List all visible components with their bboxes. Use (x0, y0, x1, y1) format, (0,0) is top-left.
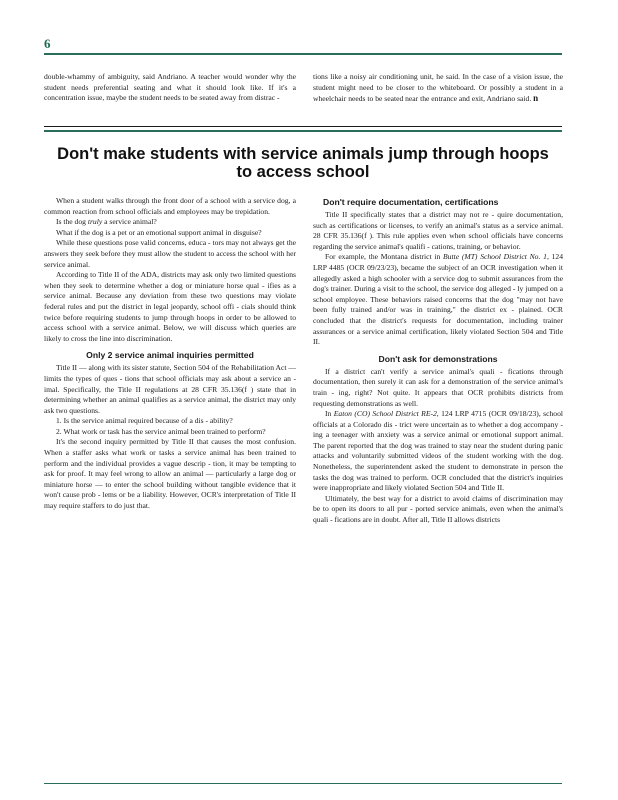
paragraph-text: Is the dog (56, 217, 88, 227)
paragraph: Title II — along with its sister statute, Section 504 of the Rehabilitation Act — limits the types of ques - tions that school officials may ask about a service an - imal. Specifically, the Title II regulations at 28 CFR 35.136(f ) state that in determining whether an animal qualifies as a service animal, the district may only ask two questions. (44, 363, 296, 415)
section-divider-thick (44, 130, 562, 132)
paragraph: 1. Is the service animal required because of a dis - ability? (56, 416, 233, 426)
paragraph: What if the dog is a pet or an emotional support animal in disguise? (56, 227, 262, 237)
paragraph-text: , 124 LRP 4485 (OCR 09/23/23), became the subject of an OCR investigation when it allegedly asked a high schooler with a service dog to submit assurances from the dog's trainer. During a visit to the school, the service dog alleged - ly jumped on a school employee. These behaviors raised concerns that the dog "may not have been fully trained and/or was in training," the district ex - plained. OCR concluded that the district's requests for documentation, including trainer assurances or a service animal certification, likely violated Section 504 and Title II. (313, 252, 564, 347)
top-article-left-column (44, 72, 296, 104)
page-number: 6 (44, 36, 51, 51)
paragraph: It's the second inquiry permitted by Title II that causes the most confusion. When a staffer asks what work or tasks a service animal has been trained to perform and the individual provides a vague descrip - tion, it may be tempting to ask for proof. It may feel wrong to allow an animal — particularly a large dog or miniature horse — to enter the school building without tangible evidence that it won't cause prob - lems or be a liability. However, OCR's interpretation of Title II may require staffers to do just that. (44, 437, 296, 511)
top-article-text-right (313, 72, 563, 105)
emphasis-text: truly (87, 217, 103, 227)
paragraph: Title II specifically states that a district may not re - quire documentation, such as certifications or licenses, to verify an animal's status as a service animal. 28 CFR 35.136(f ). This rule applies even when school officials have concerns regarding the service animal's qualifi - cations, training, or behavior. (313, 210, 563, 251)
paragraph (44, 217, 296, 228)
subheading-documentation: Don't require documentation, certifications (323, 197, 499, 207)
top-article-right-column (313, 72, 563, 105)
headline-line-1: Don't make students with service animals jump through hoops (57, 145, 549, 163)
paragraph-text: For example, the Montana district in (325, 252, 444, 262)
paragraph-text: , 124 LRP 4715 (OCR 09/18/23), school officials at a Colorado dis - trict were uncertain as to whether a dog accompany - ing a teenager with anxiety was a service animal or emotional support animal. The parent reported that the dog was trained to stay near the student during panic attacks and voluntarily submitted videos of the student working with the dog. Nonetheless, the superintendent asked the student to demonstrate in person the tasks the dog was trained to perform. OCR concluded that the district's inquiries were inappropriate and likely violated Section 504 and Title II. (313, 409, 563, 493)
top-article-text-right-body: tions like a noisy air conditioning unit, he said. In the case of a vision issue, the student might need to be closer to the whiteboard. Or possibly a student in a wheelchair needs to be seated near the entrance and exit, Andriano said. (313, 72, 563, 104)
section-divider-thin (44, 126, 562, 127)
paragraph: When a student walks through the front door of a school with a service dog, a common reaction from school officials and employees may be trepidation. (44, 196, 296, 216)
article-left-column (44, 196, 296, 512)
subheading-two-inquiries: Only 2 service animal inquiries permitted (86, 350, 254, 361)
headline-line-2: to access school (236, 163, 370, 181)
article-headline (44, 145, 562, 181)
subheading-demonstrations: Don't ask for demonstrations (378, 353, 498, 364)
paragraph: Ultimately, the best way for a district to avoid claims of discrimination may be to open its doors to all pur - ported service animals, even when the animal's quali - fications are in doubt. After all, Title II allows districts (313, 493, 563, 525)
paragraph: If a district can't verify a service animal's quali - fications through documentation, then surely it can ask for a demonstration of the service animal's train - ing, right? Not quite. It appears that OCR prohibits districts from requesting demonstrations as well. (313, 366, 563, 408)
case-name: Eaton (CO) School District RE-2 (333, 409, 437, 419)
article-right-column (313, 196, 563, 526)
top-article-text-left: double-whammy of ambiguity, said Andriano. A teacher would wonder why the student needs preferential seating and what it should look like. If it's a concentration issue, maybe the student needs to be seated away from distrac - (44, 72, 296, 103)
header-rule (44, 53, 562, 55)
paragraph-text: In (325, 409, 334, 419)
paragraph: 2. What work or task has the service animal been trained to perform? (56, 426, 266, 436)
paragraph: While these questions pose valid concerns, educa - tors may not always get the answers they seek before they must allow the student to access the school with her service animal. (44, 238, 296, 269)
paragraph-text: a service animal? (102, 217, 157, 227)
paragraph (313, 409, 563, 494)
paragraph (313, 252, 563, 347)
paragraph: According to Title II of the ADA, districts may ask only two limited questions when they seek to determine whether a dog or miniature horse qual - ifies as a service animal. Because any deviation from these two questions may violate federal rules and put the district in legal jeopardy, school offi - cials should think twice before requiring students to jump through hoops in order to be allowed to access school with a service animal. Below, we will discuss which queries are likely to cross the line into discrimination. (44, 270, 296, 343)
footer-rule (44, 783, 562, 784)
end-of-article-mark: n (533, 93, 539, 104)
case-name: Butte (MT) School District No. 1 (443, 252, 547, 262)
